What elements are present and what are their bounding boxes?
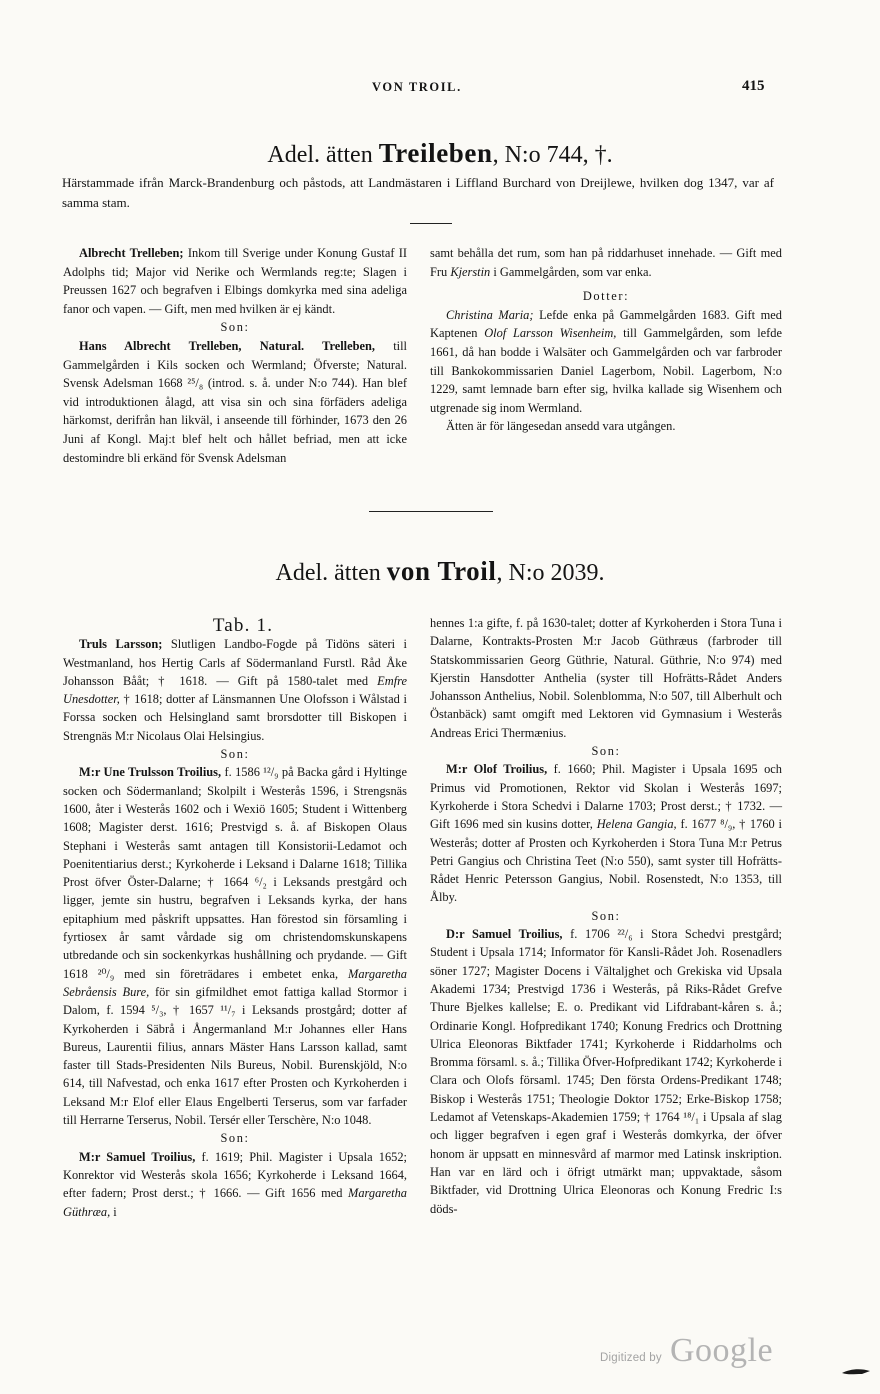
son-heading: Son:	[220, 747, 250, 762]
treileben-title	[60, 138, 820, 169]
person-name-italic: Olof Larsson Wisenheim,	[484, 326, 617, 341]
treileben-paragraph-christina	[430, 306, 782, 418]
running-title: VON TROIL.	[372, 80, 462, 94]
son-heading: Son:	[591, 908, 621, 923]
von-troil-paragraph-continued: hennes 1:a gifte, f. på 1630-talet; dotter af Kyrkoherden i Stora Tuna i Dalarne, Kontrakts-Prosten M:r Jacob Güthræus (farbroder till Statskommissarien Georg Güthrie, Natural. Güthrie, N:o 974) med Kjerstin Hansdotter Anthelia (syster till Hofrätts-Rådet Anders Johansson Anthelius, Nobil. Solenblomma, N:o 507, till Alberhult och Östanbäck) samt omgift med Lektoren vid Gymnasium i Westerås Andreas Erici Thermænius.	[430, 616, 782, 740]
treileben-title-suffix: , N:o 744, †.	[492, 142, 613, 168]
google-logo: Google	[670, 1332, 774, 1369]
person-name: Albrecht Trelleben;	[79, 246, 184, 260]
digitized-by-label: Digitized by	[600, 1352, 662, 1364]
von-troil-title-name: von Troil	[386, 556, 497, 586]
von-troil-left-column	[63, 617, 407, 1221]
person-name: Truls Larsson;	[79, 637, 163, 652]
treileben-right-column	[430, 244, 782, 436]
paragraph-text: i Gammelgården, som var enka.	[490, 264, 652, 279]
person-name: Hans Albrecht Trelleben, Natural. Trelleben,	[79, 338, 376, 353]
running-head	[0, 80, 880, 100]
person-name: M:r Samuel Troilius,	[79, 1149, 196, 1164]
von-troil-paragraph-samuel-senior	[63, 1148, 407, 1221]
section-divider-long	[369, 511, 493, 512]
son-heading: Son:	[220, 1131, 250, 1146]
von-troil-paragraph-samuel-junior	[430, 925, 782, 1218]
von-troil-right-column	[430, 614, 782, 1218]
von-troil-title-suffix: , N:o 2039.	[496, 560, 605, 586]
treileben-closing-note: Ätten är för längesedan ansedd vara utgången.	[446, 419, 676, 434]
paragraph-text: i	[110, 1204, 117, 1219]
paragraph-text: f. 1660; Phil. Magister i Upsala 1695 och Primus vid Promotionen, Rektor vid Skolan i Westerås 1697; Kyrkoherde i Stora Schedvi i Dalarne 1703; Prost derst.; † 1732. — Gift 1696 med sin kusins dotter,	[430, 762, 782, 832]
person-name-italic: Christina Maria;	[446, 307, 534, 322]
treileben-title-name: Treileben	[378, 138, 493, 168]
treileben-paragraph-albrecht	[63, 244, 407, 318]
treileben-paragraph-hans	[63, 337, 407, 467]
page-corner-mark-icon	[840, 1364, 872, 1380]
paragraph-text: Inkom till Sverige under Konung Gustaf II Adolphs tid; Major vid Nerike och Wermlands reg:te; Slagen i Preussen 1627 och begrafven i Elbings domkyrka med sina adeliga fanor och vapen. — Gift, men med hvilken är ej kändt.	[63, 246, 408, 316]
paragraph-text: f. 1619; Phil. Magister i Upsala 1652; Konrektor vid Westerås skola 1656; Kyrkoherde i Leksand 1664, efter fadern; Prost derst.; † 1666. — Gift 1656 med	[63, 1149, 407, 1201]
treileben-intro: Härstammade ifrån Marck-Brandenburg och påstods, att Landmästaren i Liffland Burchard von Dreijlewe, hvilken dog 1347, var af samma stam.	[62, 175, 774, 210]
treileben-title-prefix: Adel. ätten	[267, 142, 373, 168]
treileben-left-column	[63, 244, 407, 467]
von-troil-title-prefix: Adel. ätten	[275, 560, 381, 586]
paragraph-text: till Gammelgården i Kils socken och Wermland; Öfverste; Natural. Svensk Adelsman 1668 ²⁵/₈ (introd. s. å. under N:o 744). Han blef vid introduktionen ålagd, att visa sin och sina förfäders adeliga härkomst, derifrån han likväl, i anseende till förhinder, 1673 den 26 Juni af Kongl. Maj:t blef helt och hållet befriad, men att icke destomindre bli erkänd för Svensk Adelsman	[63, 338, 407, 465]
paragraph-text: samt behålla det rum, som han på riddarhuset innehade. — Gift med Fru	[430, 246, 782, 279]
tab-heading: Tab. 1.	[212, 615, 274, 636]
von-troil-paragraph-olof	[430, 760, 782, 906]
person-name: M:r Une Trulsson Troilius,	[79, 765, 222, 780]
von-troil-paragraph-une	[63, 763, 407, 1129]
paragraph-text: till Gammelgården, som lefde 1661, då han bodde i Walsäter och Gammelgården och var farbroder till Bankokommissarien Daniel Lagerbom, Nobil. Lagerbom, N:o 1229, samt lemnade barn efter sig, hvilka kallade sig Wisenhem och utgrenade sig inom Wermland.	[430, 326, 782, 415]
von-troil-paragraph-truls	[63, 635, 407, 745]
daughter-heading: Dotter:	[582, 289, 630, 304]
person-name-italic: Emfre Unesdotter,	[63, 673, 407, 707]
son-heading: Son:	[591, 744, 621, 759]
paragraph-text: Slutligen Landbo-Fogde på Tidöns säteri i Westmanland, hos Hertig Carls af Södermanland Furstl. Råd Åke Johansson Bååt; † 1618. — Gift på 1580-talet med	[63, 637, 407, 688]
person-name-italic: Margaretha Sebråensis Bure,	[63, 966, 407, 999]
digitized-watermark	[600, 1332, 800, 1376]
section-divider-short	[410, 223, 452, 224]
son-heading: Son:	[220, 320, 250, 335]
person-name-italic: Helena Gangia,	[596, 817, 677, 832]
person-name-italic: Kjerstin	[450, 264, 491, 279]
treileben-paragraph-continued	[430, 244, 782, 281]
paragraph-text: Lefde enka på Gammelgården 1683. Gift med Kaptenen	[430, 307, 782, 341]
paragraph-text: † 1618; dotter af Länsmannen Une Olofsson i Wålstad i Forssa socken och Helsingland samt brorsdotter till Biskopen i Strengnäs M:r Nicolaus Olai Helsingius.	[63, 692, 407, 743]
paragraph-text: för sin gifmildhet emot fattiga kallad Stormor i Dalom, f. 1594 ⁵/₃, † 1657 ¹¹/₇ i Leksands prostgård; dotter af Kyrkoherden i Säbrå i Ångermanland M:r Johannes eller Hans Bureus, Laurentii filius, annars Mäster Hans Larsson kallad, samt faster till Stads-Presidenten Nils Bureus, Nobil. Burenskjöld, N:o 614, till Nafvestad, och enka 1617 efter Prosten och Kyrkoherden i Leksand M:r Elof eller Elaus Engelberti Terserus, som var farfader till Herrarne Terserus, Nobil. Tersér eller Terschère, N:o 1048.	[63, 984, 407, 1128]
person-name: D:r Samuel Troilius,	[446, 927, 563, 942]
paragraph-text: f. 1586 ¹²/₉ på Backa gård i Hyltinge socken och Södermanland; Skolpilt i Westerås 1596, i Strengsnäs 1600, åter i Westerås 1602 och i Wexiö 1605; Student i Wittenberg 1608; Magister derst. 1616; Prestvigd s. å. af Biskopen Olaus Stephani i Westerås samt antagen till Konsistorii-Ledamot och Poenitentiarius derst.; Kyrkoherde i Leksand i Dalarne 1618; Tillika Prost öfver Öster-Dalarne; † 1664 ⁶/₂ i Leksands prestgård och ligger, jemte sin hustru, begrafven i Leksands kyrka, der hans epitaphium med påskrift uppsattes. Han förestod sin församling i fyrtiosex år samt vårdade sig om christendomskunskapens utbredande och sin sockenkyrkas hushållning och prydande. — Gift 1618 ²⁰/₉ med sin företrädares i embetet enka,	[63, 765, 407, 981]
paragraph-text: f. 1677 ⁸/₉, † 1760 i Westerås; dotter af Prosten och Kyrkoherden i Stora Tuna M:r Petrus Petri Gangius och Christina Teet (N:o 550), samt syster till Hofrätts-Rådet Henric Petersson Gangius, Nobil. Rosenstedt, N:o 1353, till Ålby.	[430, 817, 782, 905]
von-troil-title	[60, 556, 820, 587]
person-name: M:r Olof Troilius,	[446, 762, 548, 777]
paragraph-text: f. 1706 ²²/₆ i Stora Schedvi prestgård; Student i Upsala 1714; Informator för Kansli-Rådet Joh. Rosenadlers söner 1727; Magister Docens i Vältaljghet och Grekiska vid Upsala Akademi 1734; Prestvigd 1736 i Westerås, på Riks-Rådet Grefve Thure Bjelkes kallelse; E. o. Predikant vid Lifdrabant-kåren s. å.; Ordinarie Kongl. Hofpredikant 1740; Konung Fredrics och Drottning Ulrica Eleonoras Biktfader 1741; Kyrkoherde i Riddarholms och Bromma församl. s. å.; Tillika Öfver-Hofpredikant 1742; Kyrkoherde i Clara och Olofs församl. 1745; Den första Ordens-Predikant 1748; Biskop i Westerås 1751; Theologie Doktor 1752; Erke-Biskop 1758; Ledamot af Vetenskaps-Akademien 1759; † 1764 ¹⁸/₁ i Upsala af slag och ligger begrafven i egen graf i Westerås domkyrka, der öfver honom är uppsatt en minnesvård af marmor med Latinsk inskription. Han var en lärd och i öfrigt utmärkt man; uppvaktade, såsom Biktfader, vid Drottning Ulrica Eleonoras och Konung Fredric I:s döds-	[430, 927, 782, 1216]
page-number: 415	[742, 78, 765, 94]
person-name-italic: Margaretha Güthræa,	[63, 1186, 407, 1219]
